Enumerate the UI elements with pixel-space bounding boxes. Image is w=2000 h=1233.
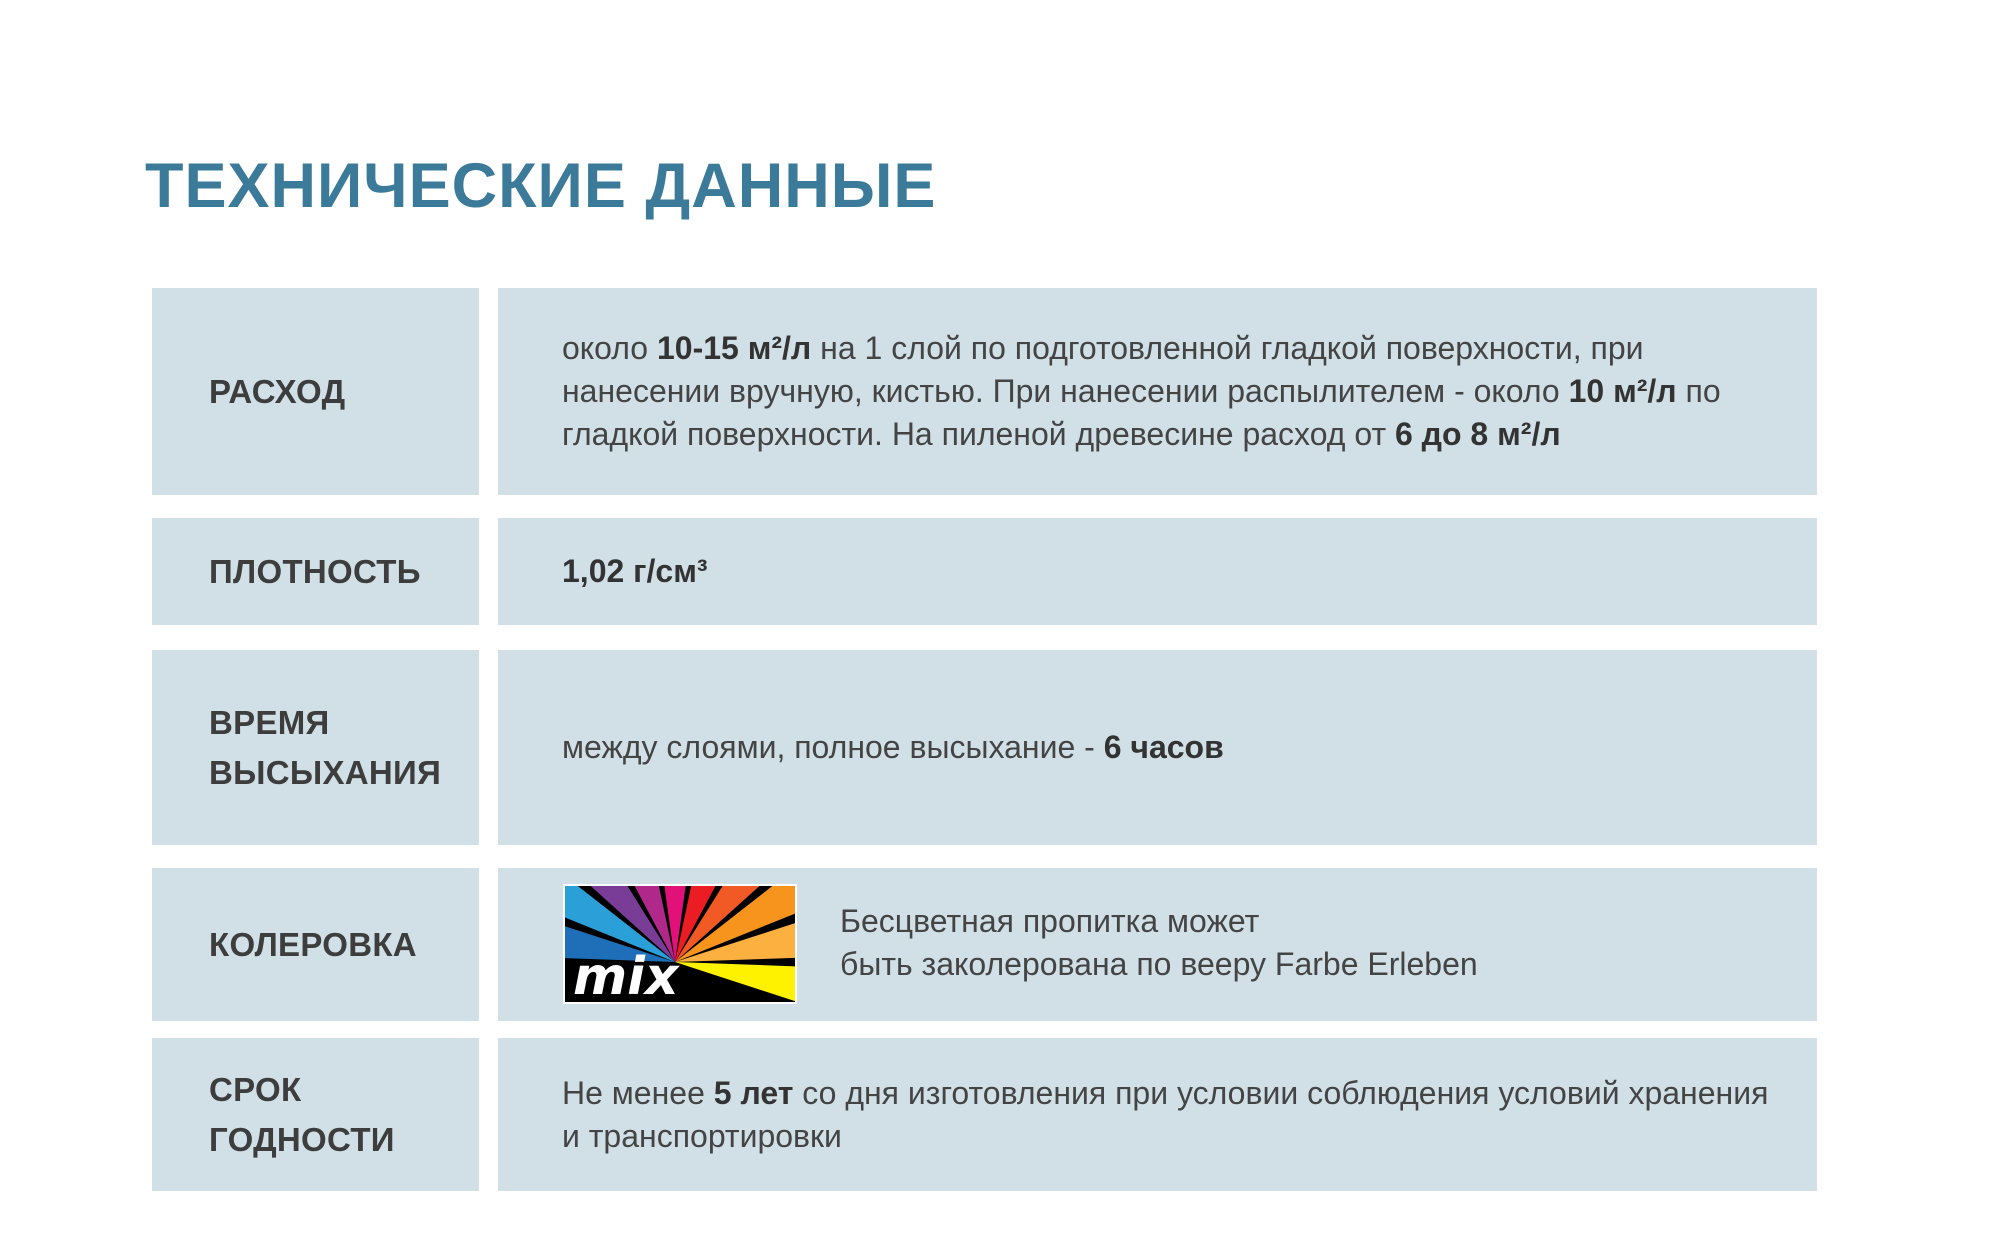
page-title: ТЕХНИЧЕСКИЕ ДАННЫЕ <box>145 151 937 221</box>
mix-logo <box>563 884 797 1004</box>
value-plotnost <box>562 550 708 593</box>
value-vremya <box>562 726 1224 769</box>
label-rashod: РАСХОД <box>209 372 346 410</box>
value-cell-vremya <box>498 650 1817 845</box>
bold-text-run: 5 лет <box>713 1074 794 1111</box>
text-run: по гладкой поверхности. На пиленой древесине расход от <box>562 373 1721 452</box>
value-cell-rashod <box>498 288 1817 495</box>
value-rashod <box>562 327 1777 456</box>
value-cell-srok <box>498 1038 1817 1191</box>
bold-text-run: 6 часов <box>1103 729 1224 765</box>
value-srok <box>562 1072 1777 1158</box>
koler-line-2: быть заколерована по вееру Farbe Erleben <box>840 946 1478 982</box>
text-run: со дня изготовления при условии соблюдения условий хранения и транспортировки <box>562 1074 1769 1154</box>
label-cell-vremya <box>152 650 479 845</box>
label-plotnost: ПЛОТНОСТЬ <box>209 552 421 590</box>
koler-line-1: Бесцветная пропитка может <box>840 903 1260 939</box>
text-run: между слоями, полное высыхание - <box>562 729 1104 765</box>
koler-description <box>840 900 1478 986</box>
bold-text-run: 10 м²/л <box>1568 373 1677 409</box>
value-cell-plotnost <box>498 518 1817 625</box>
text-run: на 1 слой по подготовленной гладкой поверхности, при нанесении вручную, кистью. При нанесении распылителем - около <box>562 330 1644 409</box>
label-cell-plotnost <box>152 518 479 625</box>
label-srok: СРОК ГОДНОСТИ <box>209 1070 395 1158</box>
text-run: Не менее <box>562 1074 714 1111</box>
label-vremya: ВРЕМЯ ВЫСЫХАНИЯ <box>209 703 442 791</box>
bold-text-run: 10-15 м²/л <box>656 330 812 366</box>
mix-logo-text: mix <box>573 947 679 1004</box>
label-cell-koler <box>152 868 479 1021</box>
text-run: около <box>562 330 657 366</box>
label-cell-srok <box>152 1038 479 1191</box>
bold-text-run: 1,02 г/см³ <box>562 553 708 589</box>
label-cell-rashod <box>152 288 479 495</box>
bold-text-run: 6 до 8 м²/л <box>1394 416 1561 452</box>
label-koler: КОЛЕРОВКА <box>209 925 417 963</box>
